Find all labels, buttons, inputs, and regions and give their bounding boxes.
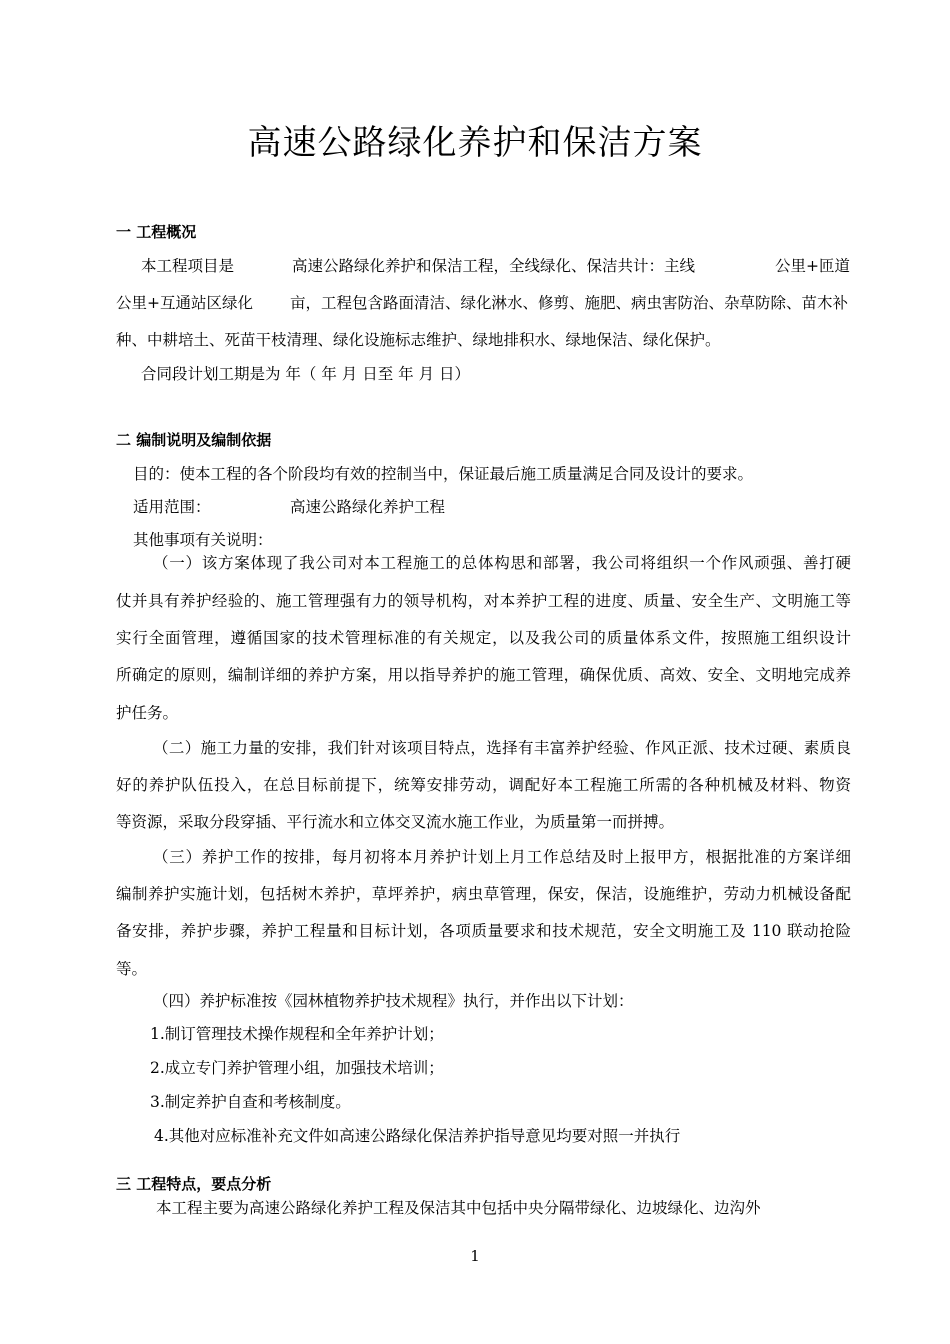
field-label: 适用范围： (133, 498, 211, 516)
paragraph-text: 本工程项目是 (141, 257, 235, 275)
paragraph-text: 合同段计划工期是为 年（ 年 月 日至 年 月 日） (141, 365, 470, 383)
section-heading: 三 工程特点，要点分析 (116, 1175, 272, 1193)
field-value: 高速公路绿化养护工程 (290, 498, 446, 516)
paragraph-line: 编制养护实施计划，包括树木养护，草坪养护，病虫草管理，保安，保洁，设施维护，劳动力机械设备配 (116, 885, 851, 903)
paragraph-text: 公里+匝道 (775, 257, 850, 275)
paragraph-text: 公里+互通站区绿化 (116, 294, 253, 312)
plan-item: 1.制订管理技术操作规程和全年养护计划； (150, 1025, 444, 1043)
section-heading: 一 工程概况 (116, 223, 197, 241)
paragraph-text: 目的：使本工程的各个阶段均有效的控制当中，保证最后施工质量满足合同及设计的要求。 (133, 465, 754, 483)
paragraph-text: 本工程主要为高速公路绿化养护工程及保洁其中包括中央分隔带绿化、边坡绿化、边沟外 (156, 1199, 761, 1217)
paragraph-line: 所确定的原则，编制详细的养护方案，用以指导养护的施工管理，确保优质、高效、安全、文明地完成养 (116, 666, 851, 684)
page-number: 1 (470, 1247, 480, 1265)
paragraph-line: 护任务。 (116, 704, 179, 722)
plan-item: 4.其他对应标准补充文件如高速公路绿化保洁养护指导意见均要对照一并执行 (154, 1127, 681, 1145)
paragraph-line: 实行全面管理，遵循国家的技术管理标准的有关规定，以及我公司的质量体系文件，按照施工组织设计 (116, 629, 851, 647)
paragraph-text: 其他事项有关说明： (133, 531, 273, 549)
document-title: 高速公路绿化养护和保洁方案 (247, 123, 703, 163)
paragraph-line: （三）养护工作的按排，每月初将本月养护计划上月工作总结及时上报甲方，根据批准的方案详细 (153, 848, 851, 866)
paragraph-text: 种、中耕培土、死苗干枝清理、绿化设施标志维护、绿地排积水、绿地保洁、绿化保护。 (116, 331, 721, 349)
paragraph-text: 高速公路绿化养护和保洁工程，全线绿化、保洁共计：主线 (292, 257, 696, 275)
paragraph-line: 等资源，采取分段穿插、平行流水和立体交叉流水施工作业，为质量第一而拼搏。 (116, 813, 675, 831)
paragraph-line: 仗并具有养护经验的、施工管理强有力的领导机构，对本养护工程的进度、质量、安全生产、文明施工等 (116, 592, 851, 610)
paragraph-line: （一）该方案体现了我公司对本工程施工的总体构思和部署，我公司将组织一个作风顽强、善打硬 (153, 554, 851, 572)
plan-item: 2.成立专门养护管理小组，加强技术培训； (150, 1059, 444, 1077)
paragraph-line: 备安排，养护步骤，养护工程量和目标计划，各项质量要求和技术规范，安全文明施工及 110 联动抢险 (116, 922, 851, 940)
paragraph-line: 等。 (116, 960, 148, 978)
section-heading: 二 编制说明及编制依据 (116, 431, 272, 449)
paragraph-text: （四）养护标准按《园林植物养护技术规程》执行，并作出以下计划： (153, 992, 634, 1010)
paragraph-line: 好的养护队伍投入，在总目标前提下，统筹安排劳动，调配好本工程施工所需的各种机械及材料、物资 (116, 776, 851, 794)
plan-item: 3.制定养护自查和考核制度。 (150, 1093, 351, 1111)
paragraph-text: 亩，工程包含路面清洁、绿化淋水、修剪、施肥、病虫害防治、杂草防除、苗木补 (290, 294, 849, 312)
paragraph-line: （二）施工力量的安排，我们针对该项目特点，选择有丰富养护经验、作风正派、技术过硬、素质良 (153, 739, 851, 757)
